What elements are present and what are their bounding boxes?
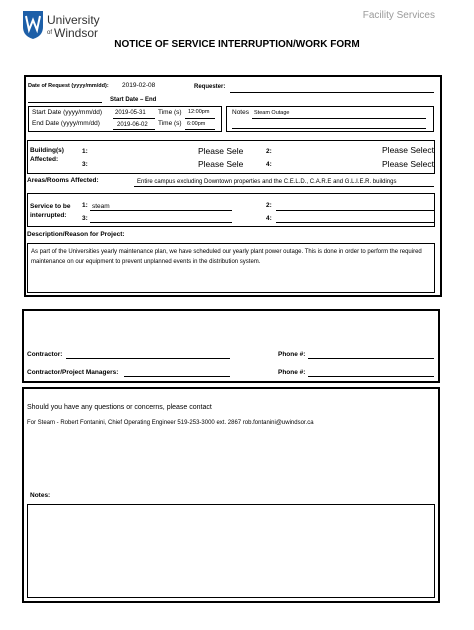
notes-label: Notes: [232, 109, 249, 116]
start-date-value[interactable]: 2019-05-31: [115, 110, 146, 116]
end-date-value[interactable]: 2019-06-02: [117, 122, 148, 128]
end-time-value[interactable]: 6:00pm: [187, 121, 206, 127]
department-name: Facility Services: [362, 10, 435, 21]
contractor-phone-label: Phone #:: [278, 351, 306, 358]
steam-contact: For Steam - Robert Fontanini, Chief Operating Engineer 519-253-3000 ext. 2867 rob.fontanini@uwindsor.ca: [27, 420, 314, 426]
logo-text-windsor: Windsor: [54, 26, 99, 40]
contractor-label: Contractor:: [27, 351, 63, 358]
building-1-select[interactable]: Please Sele: [198, 146, 244, 156]
requester-label: Requester:: [194, 84, 226, 90]
service-2-number: 2:: [266, 202, 272, 209]
contact-question: Should you have any questions or concerns, please contact: [27, 404, 212, 411]
form-title: NOTICE OF SERVICE INTERRUPTION/WORK FORM: [114, 39, 360, 50]
date-of-request-label: Date of Request (yyyy/mm/dd):: [28, 83, 109, 89]
university-logo: [22, 10, 102, 42]
buildings-label: Building(s): [30, 147, 64, 154]
managers-phone-label: Phone #:: [278, 369, 306, 376]
service-1-value[interactable]: steam: [92, 203, 110, 210]
service-1-field[interactable]: [90, 210, 232, 211]
building-1-number: 1:: [82, 148, 88, 155]
date-underline: [28, 102, 102, 103]
managers-phone-field[interactable]: [308, 376, 434, 377]
service-3-number: 3:: [82, 215, 88, 222]
start-date-label: Start Date (yyyy/mm/dd): [32, 109, 103, 116]
building-3-number: 3:: [82, 161, 88, 168]
building-3-select[interactable]: Please Sele: [198, 159, 244, 169]
notes-section-label: Notes:: [30, 492, 51, 499]
start-end-label: Start Date – End: [110, 97, 157, 103]
building-2-number: 2:: [266, 148, 272, 155]
service-4-number: 4:: [266, 215, 272, 222]
shield-icon: [22, 10, 44, 40]
service-1-number: 1:: [82, 202, 88, 209]
date-of-request-value[interactable]: 2019-02-08: [122, 82, 156, 89]
description-label: Description/Reason for Project:: [27, 231, 125, 238]
managers-field[interactable]: [124, 376, 230, 377]
building-4-select[interactable]: Please Select: [382, 159, 434, 169]
service-3-field[interactable]: [90, 222, 232, 223]
managers-label: Contractor/Project Managers:: [27, 369, 119, 376]
end-time-label: Time (s): [158, 120, 182, 127]
service-2-field[interactable]: [276, 210, 434, 211]
building-2-select[interactable]: Please Select: [382, 145, 434, 155]
areas-value[interactable]: Entire campus excluding Downtown properties and the C.E.L.D., C.A.R.E and G.L.I.E.R. buildings: [137, 179, 397, 185]
start-time-value[interactable]: 12:00pm: [188, 109, 210, 115]
contractor-field[interactable]: [66, 358, 230, 359]
logo-text-of: of: [47, 30, 53, 36]
building-4-number: 4:: [266, 161, 272, 168]
areas-label: Areas/Rooms Affected:: [27, 177, 99, 184]
service-label: Service to be: [30, 203, 71, 210]
end-date-label: End Date (yyyy/mm/dd): [32, 120, 100, 127]
buildings-label-affected: Affected:: [30, 156, 59, 163]
logo-text-university: University: [47, 13, 100, 27]
notes-area[interactable]: [27, 504, 435, 598]
contractor-phone-field[interactable]: [308, 358, 434, 359]
notes-field[interactable]: [252, 118, 426, 119]
service-label-interrupted: interrupted:: [30, 212, 67, 219]
description-value: As part of the Universities yearly maintenance plan, we have scheduled our yearly plant power outage. This is done in order to perform the required maintenance on our equipment to prevent unplanned events in the distribution system.: [31, 249, 422, 265]
service-4-field[interactable]: [276, 222, 434, 223]
start-time-label: Time (s): [158, 109, 182, 116]
requester-field[interactable]: [230, 92, 434, 93]
notes-value[interactable]: Steam Outage: [254, 110, 290, 116]
